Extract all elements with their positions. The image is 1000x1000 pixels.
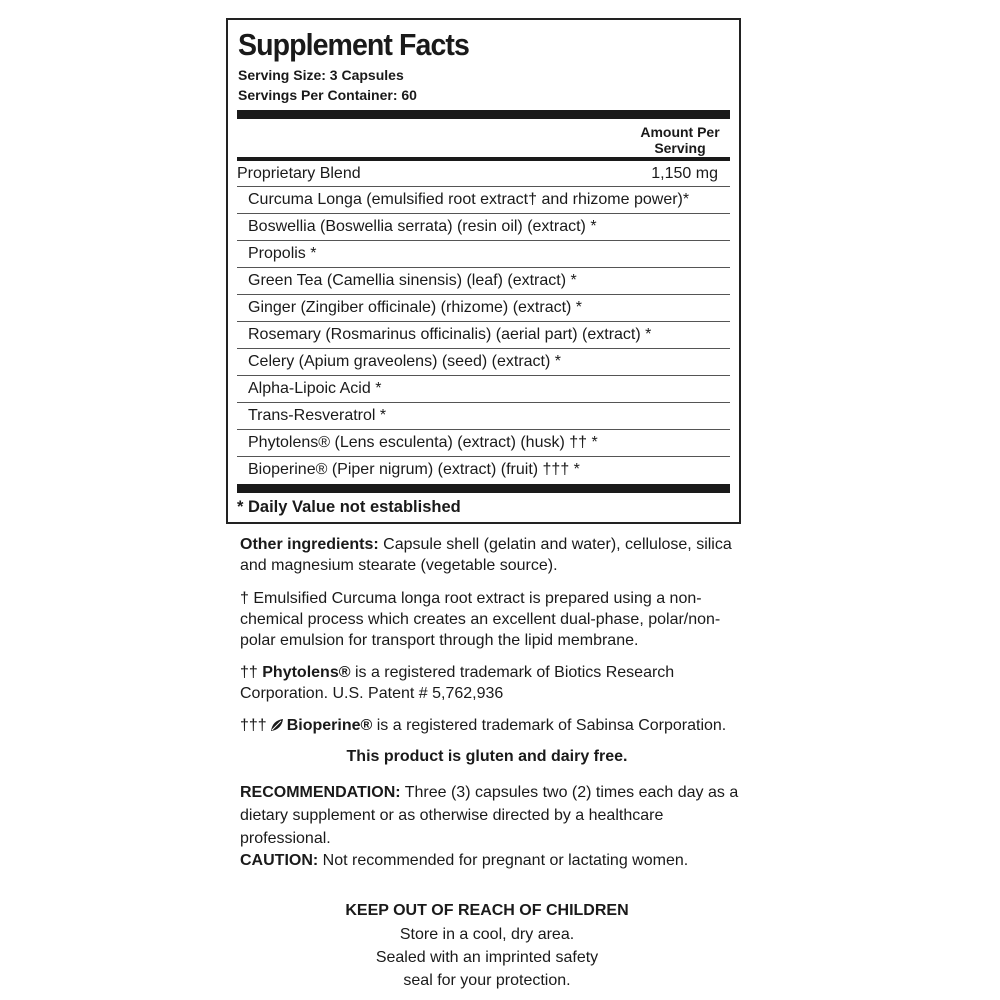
ingredient-list xyxy=(237,187,730,483)
ingredient-row: Trans-Resveratrol * xyxy=(237,403,730,430)
gluten-dairy-note: This product is gluten and dairy free. xyxy=(346,748,628,765)
supplement-facts-panel xyxy=(226,18,741,524)
other-ingredients xyxy=(240,534,760,576)
recommendation-label: RECOMMENDATION: xyxy=(240,784,401,801)
ingredient-row: Celery (Apium graveolens) (seed) (extract) * xyxy=(237,349,730,376)
ingredient-row: Alpha-Lipoic Acid * xyxy=(237,376,730,403)
blend-name: Proprietary Blend xyxy=(237,164,361,182)
footnote-bioperine-prefix: ††† xyxy=(240,717,267,734)
daily-value-note: * Daily Value not established xyxy=(237,498,461,516)
ingredient-row: Bioperine® (Piper nigrum) (extract) (fruit) ††† * xyxy=(248,461,580,478)
phytolens-brand: Phytolens® xyxy=(262,664,351,681)
amount-per-serving-label: Amount Per Serving xyxy=(640,124,720,156)
bioperine-brand: Bioperine® xyxy=(286,717,373,734)
serving-size: Serving Size: 3 Capsules xyxy=(238,67,404,83)
footnote-phytolens xyxy=(240,662,720,704)
footnote-phytolens-prefix: †† xyxy=(240,664,263,681)
ingredient-row: Curcuma Longa (emulsified root extract† and rhizome power)* xyxy=(237,187,730,214)
thick-divider-bottom xyxy=(237,484,730,493)
recommendation-text: Three (3) capsules two (2) times each day as a dietary supplement or as otherwise directed by a healthcare professional. xyxy=(240,784,739,847)
panel-title: Supplement Facts xyxy=(238,27,469,62)
caution xyxy=(240,850,760,871)
ingredient-row: Green Tea (Camellia sinensis) (leaf) (extract) * xyxy=(237,268,730,295)
footnote-bioperine-text: is a registered trademark of Sabinsa Corporation. xyxy=(372,717,727,734)
blend-amount: 1,150 mg xyxy=(651,164,718,182)
ingredient-row: Propolis * xyxy=(237,241,730,268)
caution-text: Not recommended for pregnant or lactating women. xyxy=(318,852,689,869)
footnote-phytolens-text: is a registered trademark of Biotics Research Corporation. U.S. Patent # 5,762,936 xyxy=(240,664,675,702)
amount-header-row xyxy=(237,119,730,161)
ingredient-row: Boswellia (Boswellia serrata) (resin oil) (extract) * xyxy=(237,214,730,241)
leaf-icon xyxy=(270,718,284,732)
keep-out-warning: KEEP OUT OF REACH OF CHILDREN xyxy=(345,902,629,919)
ingredient-row: Phytolens® (Lens esculenta) (extract) (husk) †† * xyxy=(237,430,730,457)
servings-per-container: Servings Per Container: 60 xyxy=(238,87,417,103)
caution-label: CAUTION: xyxy=(240,852,319,869)
storage-line: seal for your protection. xyxy=(403,972,571,989)
ingredient-row: Rosemary (Rosmarinus officinalis) (aerial part) (extract) * xyxy=(237,322,730,349)
thick-divider xyxy=(237,110,730,119)
recommendation xyxy=(240,781,740,850)
other-ingredients-label: Other ingredients: xyxy=(240,536,379,553)
footnote-curcuma: † Emulsified Curcuma longa root extract is prepared using a non-chemical process which creates an excellent dual-phase, polar/non-polar emulsion for transport through the lipid membrane. xyxy=(240,590,721,649)
storage-line: Sealed with an imprinted safety xyxy=(375,949,599,966)
footnote-bioperine xyxy=(240,715,760,736)
storage-line: Store in a cool, dry area. xyxy=(399,926,575,943)
ingredient-row: Ginger (Zingiber officinale) (rhizome) (extract) * xyxy=(237,295,730,322)
blend-row xyxy=(237,161,730,187)
other-ingredients-text: Capsule shell (gelatin and water), cellulose, silica and magnesium stearate (vegetable source). xyxy=(240,536,732,574)
